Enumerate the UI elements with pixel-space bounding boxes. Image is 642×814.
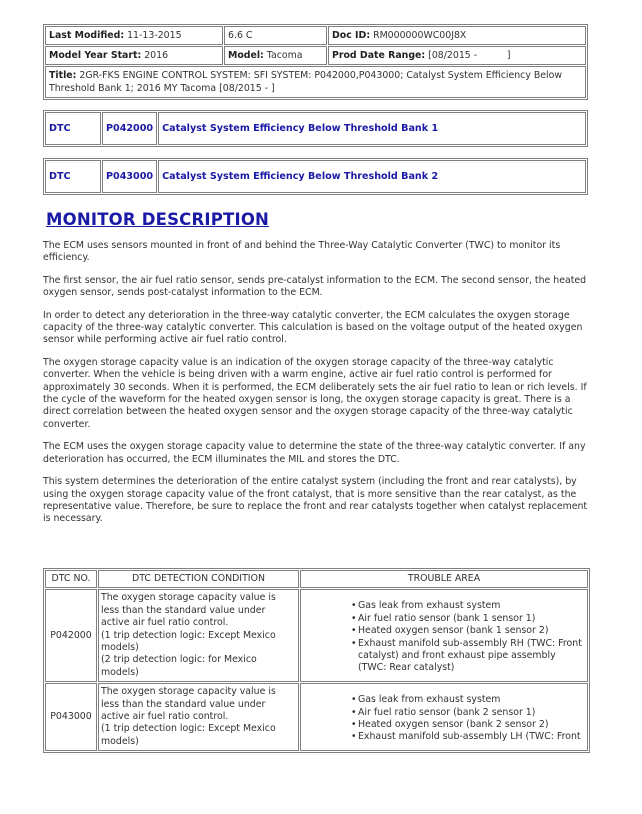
dtc-code-link[interactable]: P042000 <box>102 112 157 145</box>
paragraph: The ECM uses sensors mounted in front of and behind the Three-Way Catalytic Converter (TWC) to monitor its efficiency. <box>43 240 561 264</box>
last-modified-cell <box>45 26 223 45</box>
dtc-description-link[interactable]: Catalyst System Efficiency Below Threshold Bank 2 <box>158 160 586 193</box>
dtc-description-link[interactable]: Catalyst System Efficiency Below Threshold Bank 1 <box>158 112 586 145</box>
prod-date-cell <box>328 46 586 65</box>
last-modified-label: Last Modified: <box>49 30 125 41</box>
paragraph: This system determines the deterioration of the entire catalyst system (including the front and rear catalysts), by using the oxygen storage capacity value of the front catalyst, that is more sensitive than the rear catalyst, as the representative value. Therefore, be sure to replace the front and rear catalysts together when catalyst replacement is necessary. <box>43 476 588 525</box>
prod-date-label: Prod Date Range: <box>332 50 426 61</box>
condition-text: (1 trip detection logic: Except Mexico models) <box>101 723 276 747</box>
table-row <box>45 683 588 751</box>
dtc-trouble-table <box>43 568 590 753</box>
list-item: • Air fuel ratio sensor (bank 2 sensor 1) <box>351 707 583 719</box>
dtc-link-box <box>43 158 588 195</box>
title-cell <box>45 66 586 98</box>
column-header: TROUBLE AREA <box>300 570 588 588</box>
trouble-area-list <box>351 694 583 744</box>
detection-condition-cell <box>98 589 299 682</box>
list-item: • Heated oxygen sensor (bank 1 sensor 2) <box>351 625 583 637</box>
model-year-value: 2016 <box>144 50 169 61</box>
monitor-description-heading: MONITOR DESCRIPTION <box>46 210 270 229</box>
column-header: DTC NO. <box>45 570 97 588</box>
condition-text: (2 trip detection logic: for Mexico models) <box>101 654 257 678</box>
paragraph: The first sensor, the air fuel ratio sensor, sends pre-catalyst information to the ECM. The second sensor, the heated oxygen sensor, sends post-catalyst information to the ECM. <box>43 274 587 299</box>
paragraph: The oxygen storage capacity value is an indication of the oxygen storage capacity of the three-way catalytic converter. When the vehicle is being driven with a warm engine, active air fuel ratio control is performed for approximately 30 seconds. When it is performed, the ECM deliberately sets the air fuel ratio to lean or rich levels. If the cycle of the waveform for the heated oxygen sensor is long, the oxygen storage capacity is great. There is a direct correlation between the heated oxygen sensor and the oxygen storage capacity of the three-way catalytic converter. <box>43 356 587 430</box>
list-item: • Exhaust manifold sub-assembly LH (TWC: Front <box>351 731 583 743</box>
doc-id-label: Doc ID: <box>332 30 371 41</box>
condition-text: (1 trip detection logic: Except Mexico models) <box>101 629 276 654</box>
condition-text: The oxygen storage capacity value is less than the standard value under active air fuel ratio control. <box>101 592 276 629</box>
doc-id-cell <box>328 26 586 45</box>
column-header: DTC DETECTION CONDITION <box>98 570 299 588</box>
monitor-description-body <box>43 240 591 536</box>
dtc-type-link[interactable]: DTC <box>45 112 101 145</box>
detection-condition-cell <box>98 683 299 751</box>
last-modified-value: 11-13-2015 <box>127 30 182 41</box>
list-item: • Heated oxygen sensor (bank 2 sensor 2) <box>351 719 583 731</box>
doc-id-value: RM000000WC00J8X <box>373 30 467 41</box>
list-item: • Gas leak from exhaust system <box>351 600 583 612</box>
prod-date-value: [08/2015 - ] <box>428 50 511 61</box>
list-item: • Air fuel ratio sensor (bank 1 sensor 1) <box>351 613 583 625</box>
model-year-cell <box>45 46 223 65</box>
dtc-code-cell: P042000 <box>45 589 97 682</box>
title-value: 2GR-FKS ENGINE CONTROL SYSTEM: SFI SYSTEM: P042000,P043000; Catalyst System Efficiency Below Threshold Bank 1; 2016 MY Tacoma [08/2015 - ] <box>49 70 563 94</box>
condition-text: The oxygen storage capacity value is less than the standard value under active air fuel ratio control. <box>101 686 276 723</box>
paragraph: In order to detect any deterioration in the three-way catalytic converter, the ECM calculates the oxygen storage capacity of the three-way catalytic converter. This calculation is based on the voltage output of the heated oxygen sensor while performing active air fuel ratio control. <box>43 309 583 346</box>
version-cell <box>224 26 327 45</box>
list-item: • Gas leak from exhaust system <box>351 694 583 706</box>
model-cell <box>224 46 327 65</box>
table-header-row <box>45 570 588 588</box>
dtc-type-link[interactable]: DTC <box>45 160 101 193</box>
title-label: Title: <box>49 70 77 81</box>
model-year-label: Model Year Start: <box>49 50 142 61</box>
paragraph: The ECM uses the oxygen storage capacity value to determine the state of the three-way catalytic converter. If any deterioration has occurred, the ECM illuminates the MIL and stores the DTC. <box>43 441 586 465</box>
trouble-area-list <box>351 600 583 674</box>
dtc-link-box <box>43 110 588 147</box>
trouble-area-cell <box>300 589 588 682</box>
model-label: Model: <box>228 50 264 61</box>
list-item: • Exhaust manifold sub-assembly RH (TWC: Front catalyst) and front exhaust pipe assembly (TWC: Rear catalyst) <box>351 638 583 675</box>
trouble-area-cell <box>300 683 588 751</box>
model-value: Tacoma <box>266 50 303 61</box>
version-value: 6.6 C <box>228 30 253 41</box>
table-row <box>45 589 588 682</box>
dtc-code-link[interactable]: P043000 <box>102 160 157 193</box>
document-header <box>43 24 588 100</box>
dtc-code-cell: P043000 <box>45 683 97 751</box>
